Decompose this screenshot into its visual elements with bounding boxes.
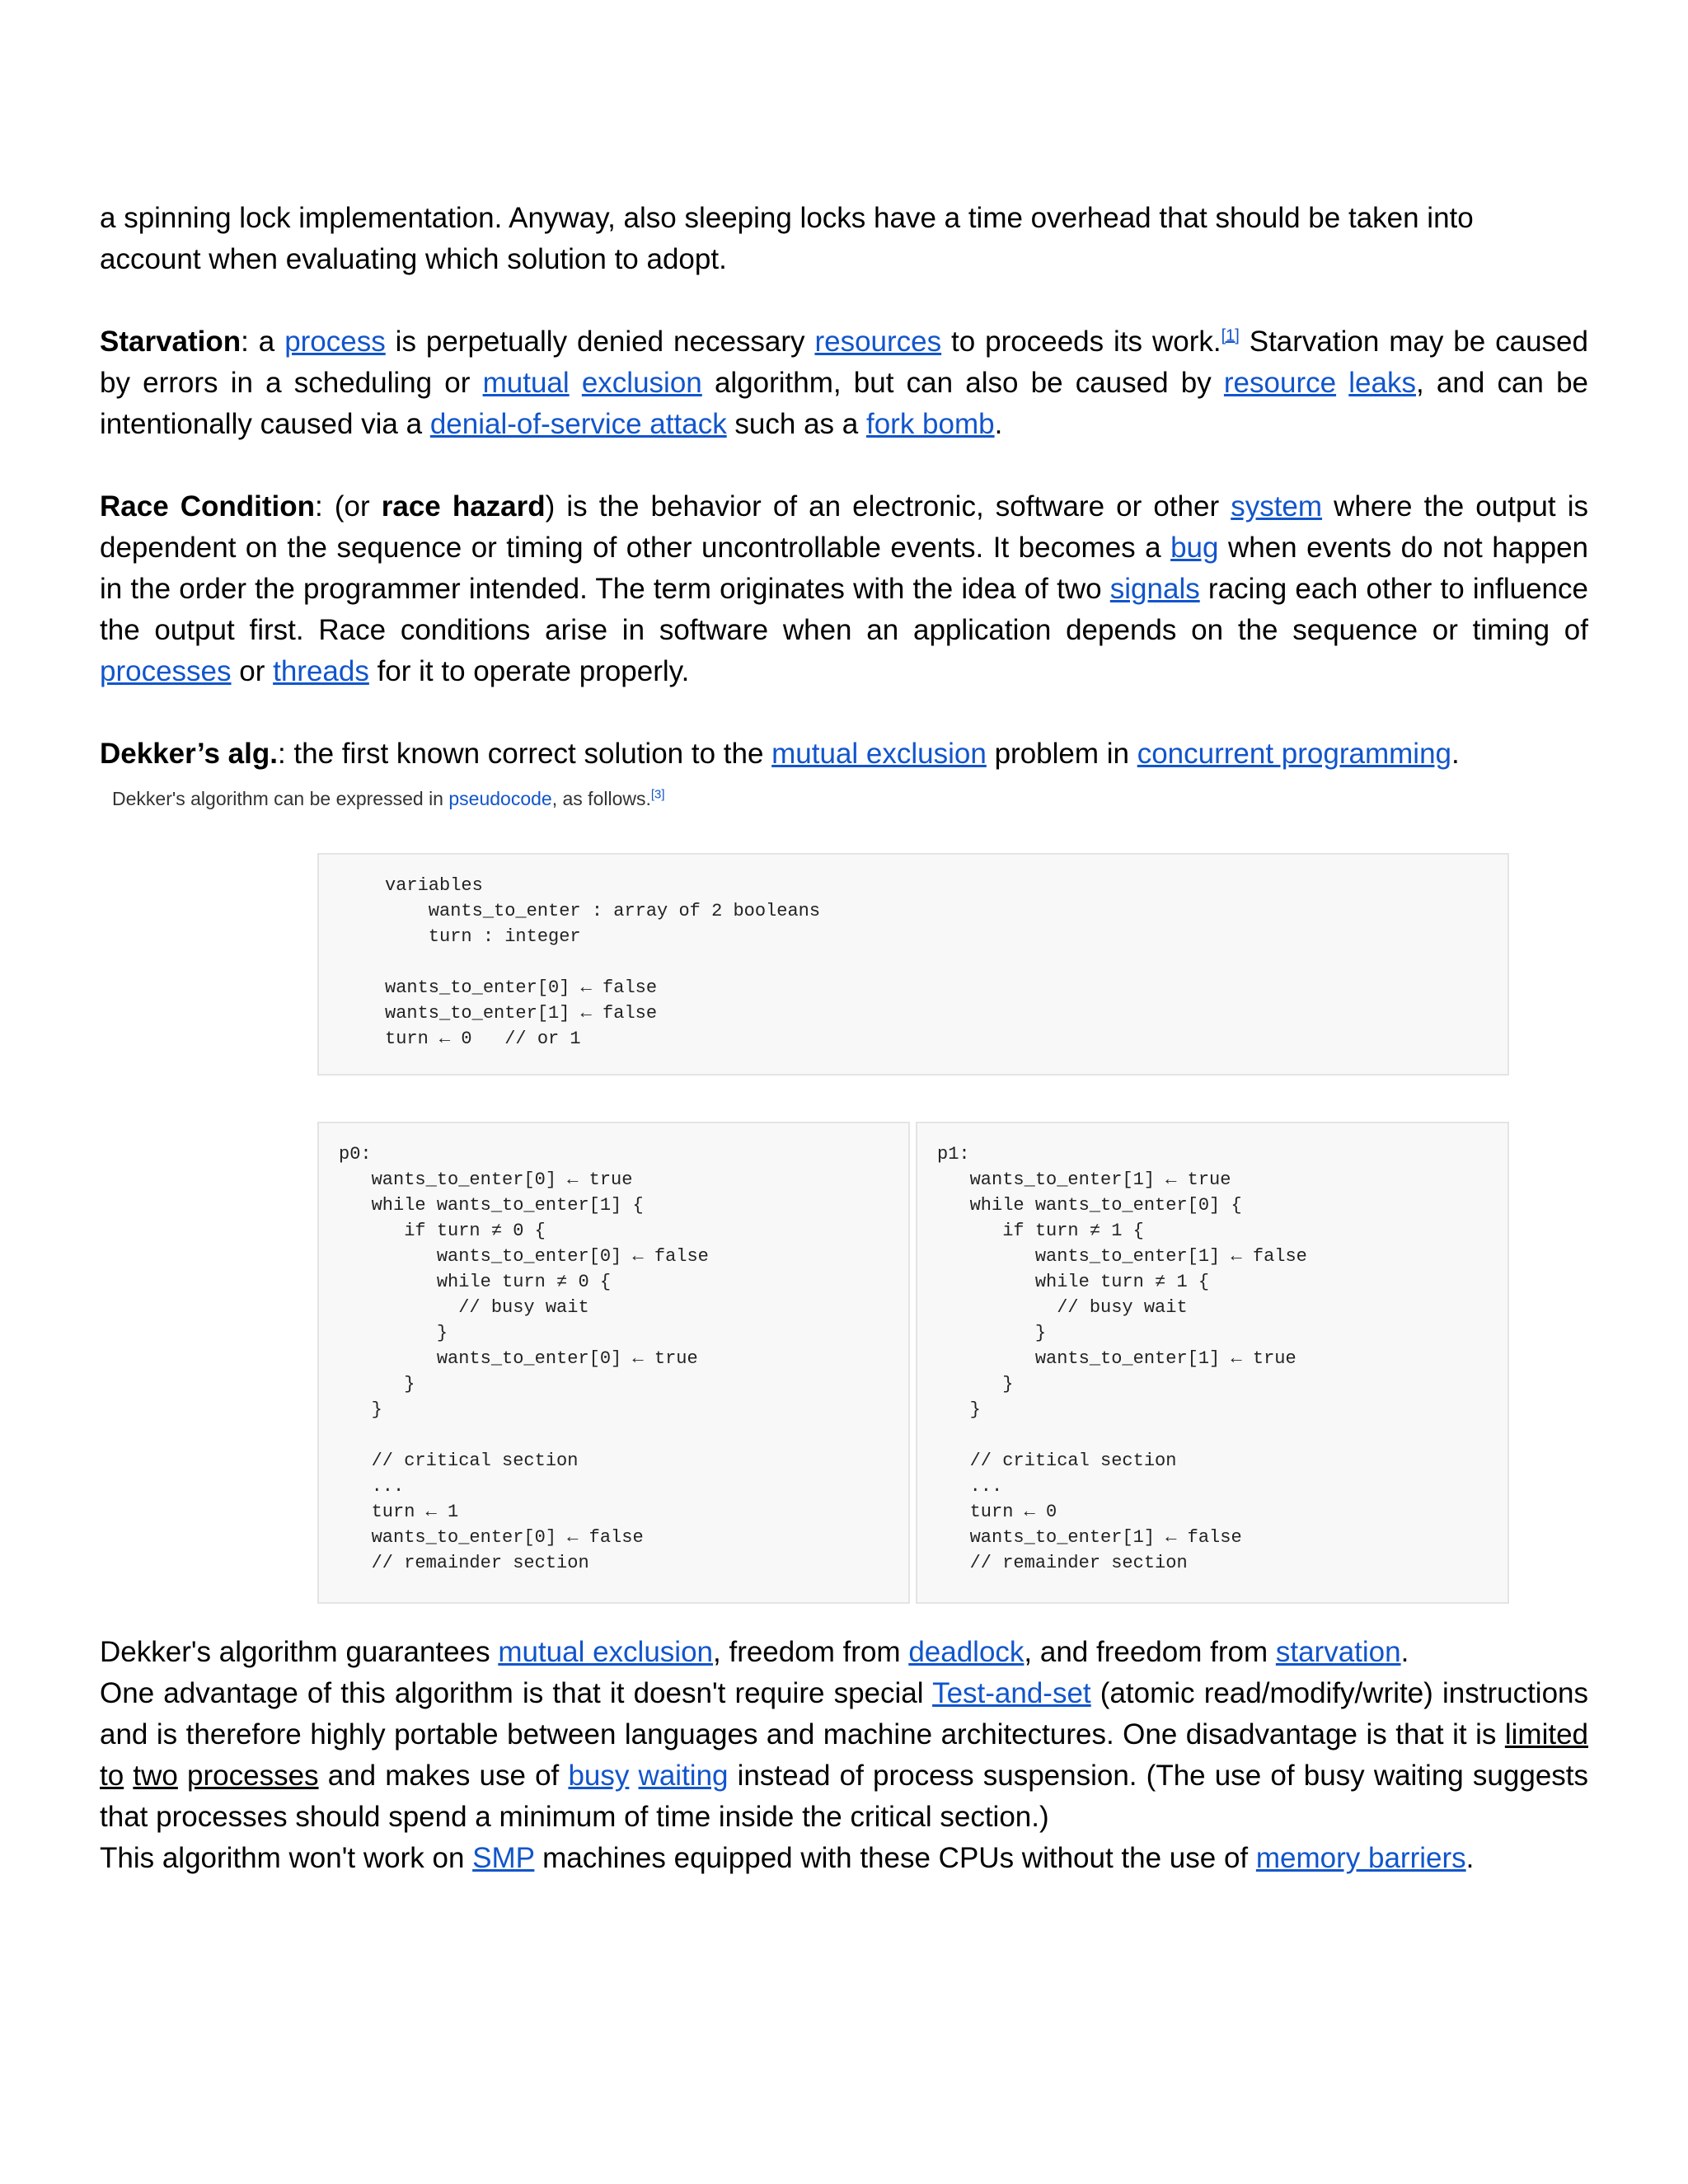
paragraph-race-condition bbox=[100, 486, 1588, 692]
link-test-and-set[interactable]: Test-and-set bbox=[932, 1677, 1091, 1709]
underlined-limited: limited bbox=[1504, 1718, 1588, 1750]
paragraph-starvation bbox=[100, 321, 1588, 445]
paragraph-advantage bbox=[100, 1673, 1588, 1838]
link-memory-barriers[interactable]: memory barriers bbox=[1255, 1842, 1466, 1874]
document-body bbox=[100, 198, 1588, 775]
reference-1[interactable]: [1] bbox=[1221, 326, 1240, 345]
text: to proceeds its work. bbox=[941, 326, 1221, 358]
link-mutual-exclusion[interactable]: mutual exclusion bbox=[771, 738, 987, 770]
text: Dekker's algorithm can be expressed in bbox=[112, 788, 449, 809]
link-mutual[interactable]: mutual bbox=[482, 367, 570, 399]
text: . bbox=[1400, 1636, 1409, 1668]
text: . bbox=[1465, 1842, 1475, 1874]
text: or bbox=[231, 655, 274, 687]
text: for it to operate properly. bbox=[368, 655, 690, 687]
text: ) is the behavior of an electronic, software or other bbox=[545, 490, 1231, 523]
link-starvation[interactable]: starvation bbox=[1275, 1636, 1401, 1668]
link-processes[interactable]: processes bbox=[100, 655, 232, 687]
link-process[interactable]: process bbox=[284, 326, 386, 358]
link-resources[interactable]: resources bbox=[814, 326, 942, 358]
text: One advantage of this algorithm is that it doesn't require special bbox=[100, 1677, 933, 1709]
code-block-p0: p0: wants_to_enter[0] ← true while wants_to_enter[1] { if turn ≠ 0 { wants_to_enter[0] ← false while turn ≠ 0 { // busy wait } wants_to_enter[0] ← true } } // critical section ... turn ← 1 wants_to_enter[0] ← false // remainder section bbox=[317, 1122, 910, 1604]
term-race-hazard: race hazard bbox=[381, 490, 546, 523]
intro-line-2: account when evaluating which solution to adopt. bbox=[100, 243, 727, 275]
link-signals[interactable]: signals bbox=[1109, 573, 1200, 605]
link-resource[interactable]: resource bbox=[1223, 367, 1337, 399]
text: . bbox=[994, 408, 1003, 440]
document-conclusion bbox=[100, 1632, 1588, 1879]
text: (atomic read/modify/write) instructions and is therefore highly portable between languages and machine architectures. One disadvantage is that it is bbox=[100, 1677, 1588, 1750]
link-denial-of-service-attack[interactable]: denial-of-service attack bbox=[429, 408, 727, 440]
code-block-variables: variables wants_to_enter : array of 2 booleans turn : integer wants_to_enter[0] ← false wants_to_enter[1] ← false turn ← 0 // or 1 bbox=[317, 853, 1509, 1076]
link-mutual-exclusion-2[interactable]: mutual exclusion bbox=[498, 1636, 714, 1668]
intro-line-1: a spinning lock implementation. Anyway, also sleeping locks have a time overhead that should be taken into bbox=[100, 202, 1474, 234]
text: Dekker's algorithm guarantees bbox=[100, 1636, 499, 1668]
text: , freedom from bbox=[713, 1636, 909, 1668]
term-dekker: Dekker’s alg. bbox=[100, 738, 278, 770]
text: instead of process suspension. (The use of busy waiting suggests that processes should spend a minimum of time inside the critical section.) bbox=[100, 1760, 1589, 1833]
text: : the first known correct solution to the bbox=[277, 738, 772, 770]
text: algorithm, but can also be caused by bbox=[701, 367, 1224, 399]
paragraph-dekker bbox=[100, 733, 1588, 775]
text bbox=[178, 1760, 187, 1792]
paragraph-guarantees bbox=[100, 1632, 1588, 1673]
text: and makes use of bbox=[318, 1760, 569, 1792]
code-block-p1: p1: wants_to_enter[1] ← true while wants_to_enter[0] { if turn ≠ 1 { wants_to_enter[1] ← false while turn ≠ 1 { // busy wait } wants_to_enter[1] ← true } } // critical section ... turn ← 0 wants_to_enter[1] ← false // remainder section bbox=[916, 1122, 1509, 1604]
text: , and freedom from bbox=[1024, 1636, 1276, 1668]
text bbox=[629, 1760, 638, 1792]
text: where the output is dependent on the sequence or timing of other uncontrollable events. It becomes a bbox=[100, 490, 1588, 564]
text bbox=[124, 1760, 133, 1792]
text: , as follows. bbox=[551, 788, 651, 809]
reference-3[interactable]: [3] bbox=[650, 787, 665, 802]
text: : (or bbox=[315, 490, 382, 523]
link-pseudocode[interactable]: pseudocode bbox=[448, 788, 552, 809]
text: This algorithm won't work on bbox=[100, 1842, 473, 1874]
text: : a bbox=[241, 326, 285, 358]
text: when events do not happen in the order the programmer intended. The term originates with the idea of two bbox=[100, 532, 1588, 605]
text: Starvation may be caused by errors in a scheduling or bbox=[100, 326, 1588, 399]
figure-caption bbox=[112, 786, 665, 811]
link-system[interactable]: system bbox=[1231, 490, 1323, 523]
link-waiting[interactable]: waiting bbox=[638, 1760, 729, 1792]
link-deadlock[interactable]: deadlock bbox=[908, 1636, 1025, 1668]
text: , and can be intentionally caused via a bbox=[100, 367, 1588, 440]
link-bug[interactable]: bug bbox=[1170, 532, 1219, 564]
link-busy[interactable]: busy bbox=[568, 1760, 630, 1792]
underlined-two: two bbox=[133, 1760, 178, 1792]
link-leaks[interactable]: leaks bbox=[1348, 367, 1416, 399]
paragraph-smp bbox=[100, 1838, 1588, 1879]
link-fork-bomb[interactable]: fork bomb bbox=[865, 408, 995, 440]
term-starvation: Starvation bbox=[100, 326, 241, 358]
text bbox=[1336, 367, 1348, 399]
underlined-processes: processes bbox=[187, 1760, 319, 1792]
text: problem in bbox=[986, 738, 1137, 770]
text bbox=[570, 367, 582, 399]
link-threads[interactable]: threads bbox=[273, 655, 369, 687]
text: . bbox=[1451, 738, 1460, 770]
link-smp[interactable]: SMP bbox=[472, 1842, 535, 1874]
text: is perpetually denied necessary bbox=[385, 326, 815, 358]
link-exclusion[interactable]: exclusion bbox=[581, 367, 702, 399]
term-race-condition: Race Condition bbox=[100, 490, 316, 523]
text: machines equipped with these CPUs without the use of bbox=[534, 1842, 1256, 1874]
text: such as a bbox=[726, 408, 866, 440]
text: racing each other to influence the output first. Race conditions arise in software when an application depends on the sequence or timing of bbox=[100, 573, 1588, 646]
underlined-to: to bbox=[100, 1760, 124, 1792]
link-concurrent-programming[interactable]: concurrent programming bbox=[1137, 738, 1451, 770]
paragraph-intro bbox=[100, 198, 1588, 280]
